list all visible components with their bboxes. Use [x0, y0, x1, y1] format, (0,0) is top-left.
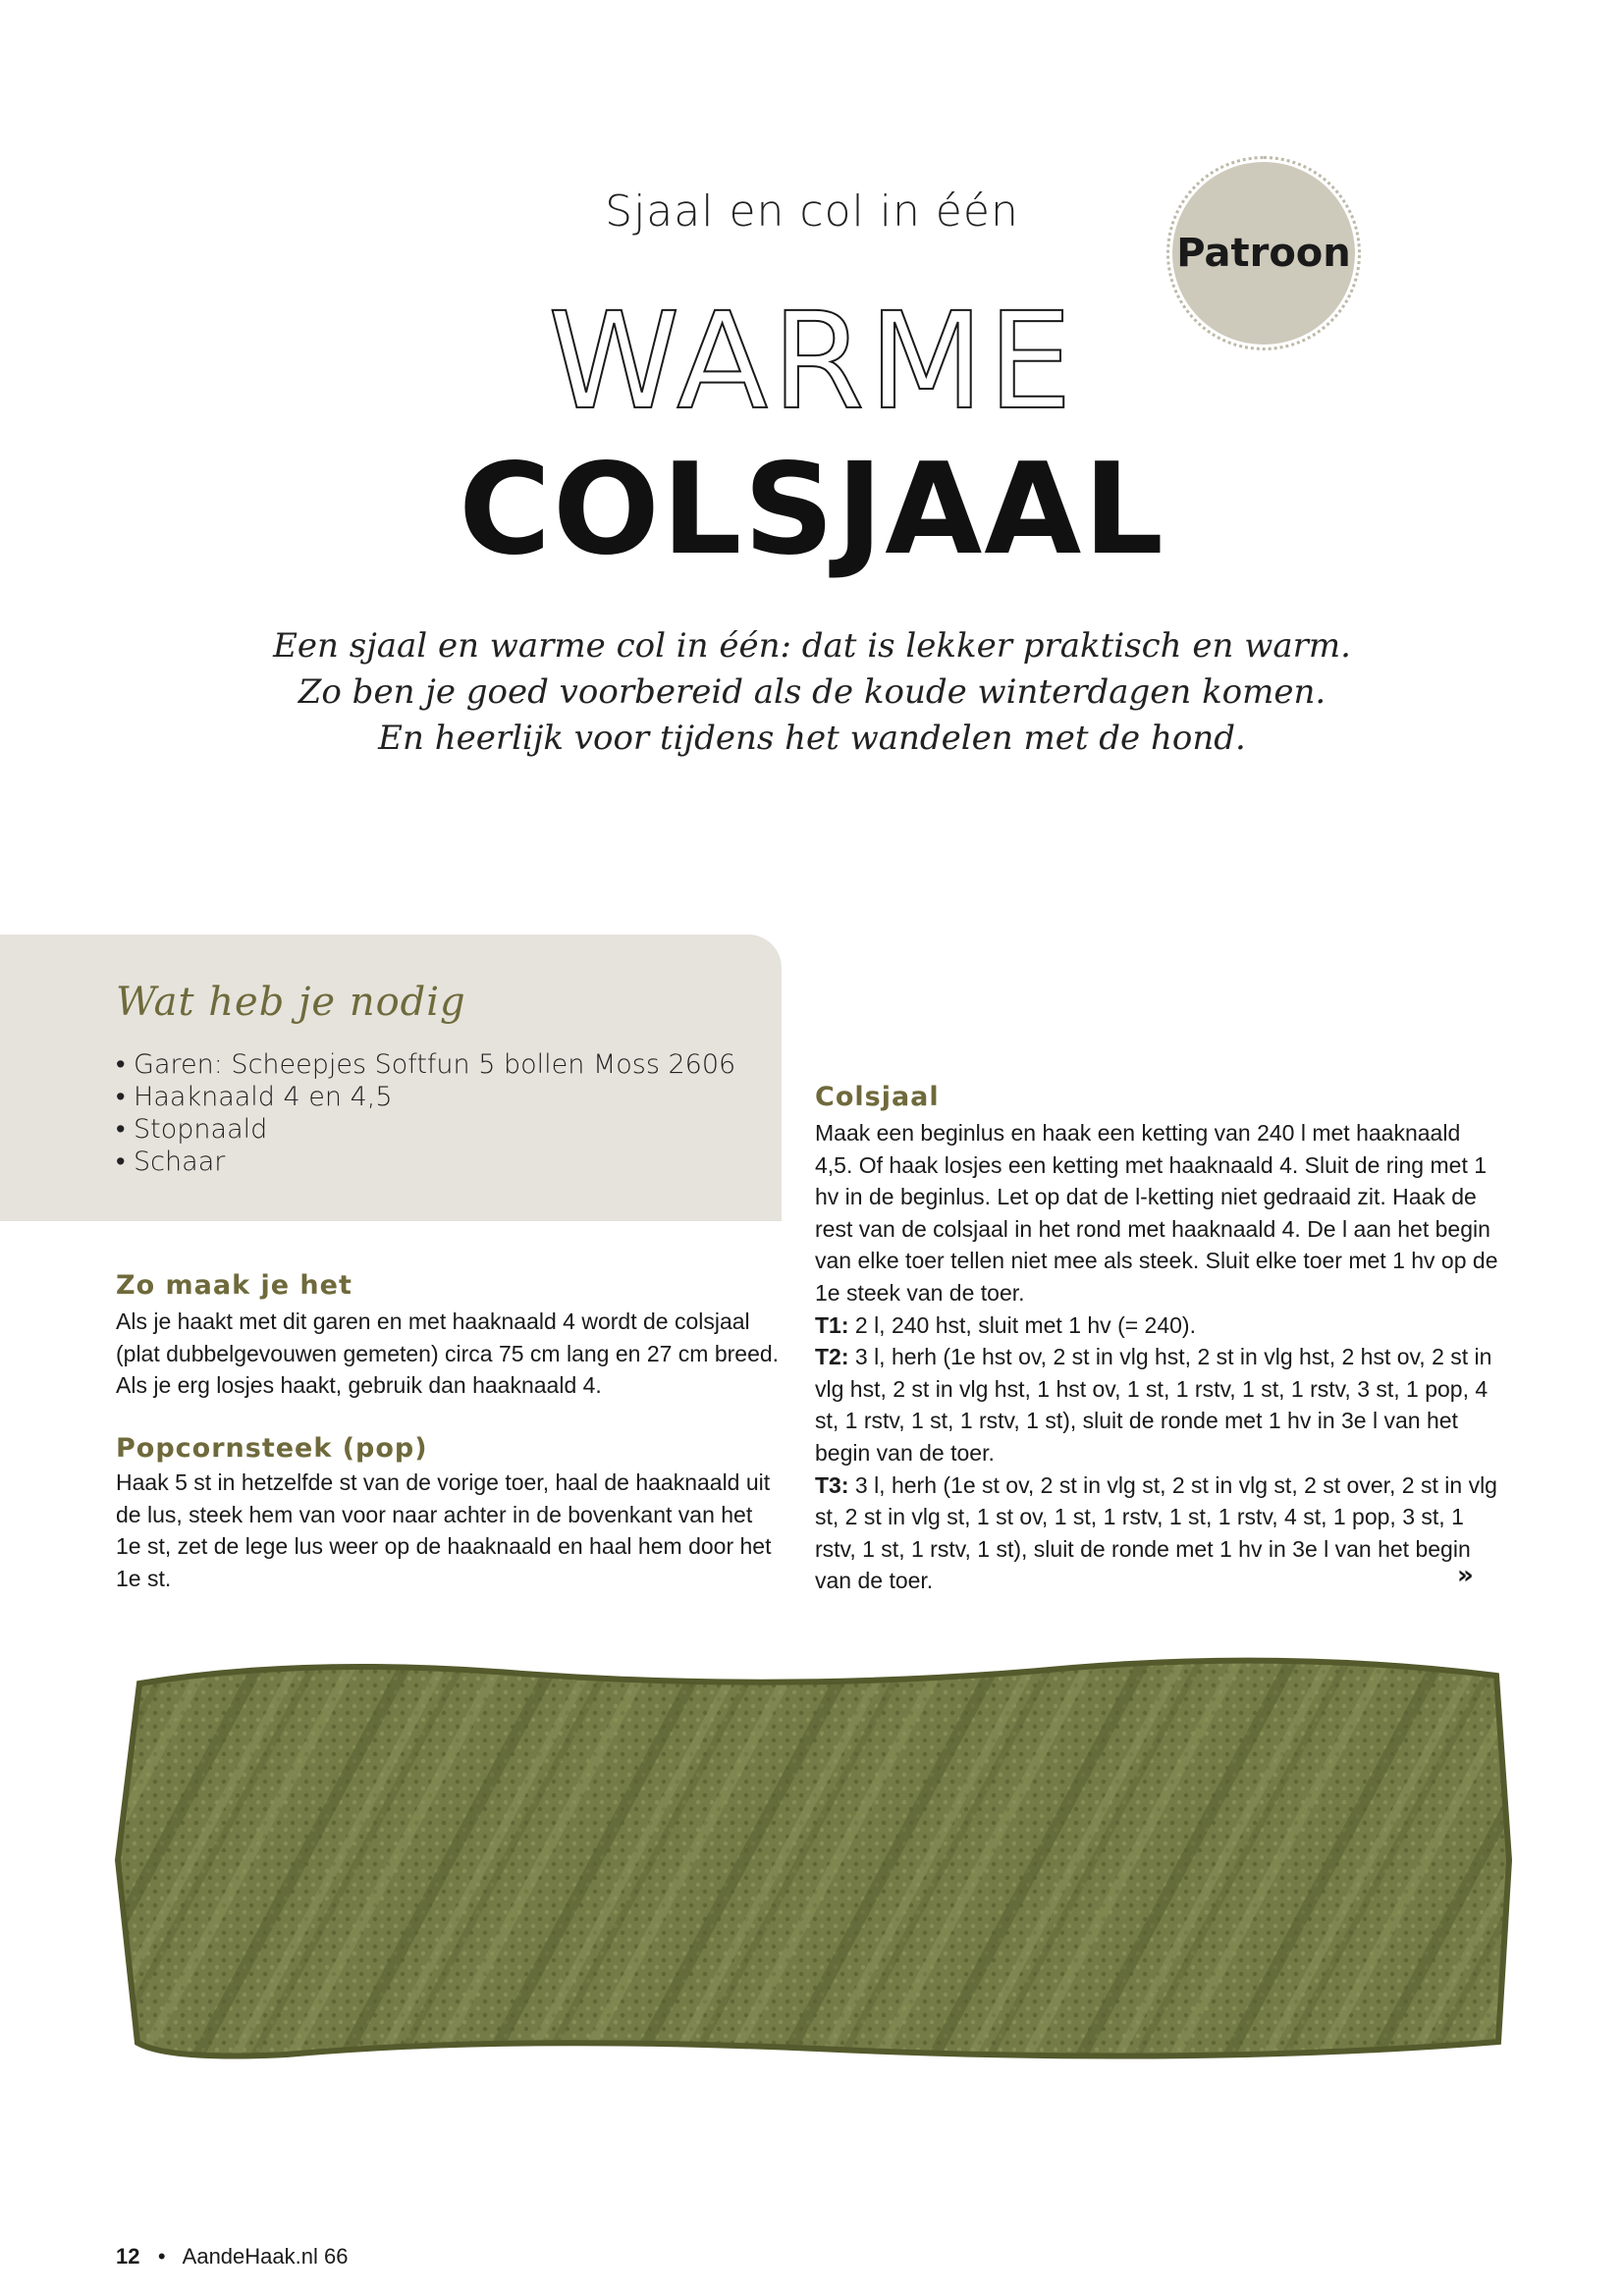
intro-line: Een sjaal en warme col in één: dat is lekker praktisch en warm. [273, 626, 1351, 666]
magazine-name: AandeHaak.nl 66 [182, 2244, 349, 2269]
materials-heading: Wat heb je nodig [116, 980, 466, 1025]
popcorn-heading: Popcornsteek (pop) [116, 1433, 428, 1464]
list-item: • Garen: Scheepjes Softfun 5 bollen Moss 2606 [116, 1048, 735, 1081]
row-instruction: T2: 3 l, herh (1e hst ov, 2 st in vlg hst, 2 st in vlg hst, 2 hst ov, 2 st in vlg hst, 2 st in vlg hst, 1 hst ov, 1 st, 1 rstv, 1 st, 1 rstv, 3 st, 1 pop, 4 st, 1 rstv, 1 st, 1 rstv, 1 st), sluit de ronde met 1 hv in 3e l van het begin van de toer. [815, 1344, 1492, 1466]
continue-mark: » [1457, 1561, 1474, 1590]
badge-label: Patroon [1176, 231, 1351, 276]
subtitle: Sjaal en col in één [605, 187, 1019, 237]
page-number: 12 [116, 2244, 140, 2269]
title-line-1: WARME [548, 285, 1076, 440]
popcorn-text: Haak 5 st in hetzelfde st van de vorige toer, haal de haaknaald uit de lus, steek hem van voor naar achter in de bovenkant van het 1e st, zet de lege lus weer op de haaknaald en haal hem door het 1e st. [116, 1469, 772, 1591]
footer-separator: • [157, 2244, 166, 2269]
intro-line: En heerlijk voor tijdens het wandelen met de hond. [378, 719, 1246, 758]
cowl-photo [110, 1654, 1516, 2066]
intro-line: Zo ben je goed voorbereid als de koude winterdagen komen. [298, 672, 1326, 712]
zo-maak-text: Als je haakt met dit garen en met haaknaald 4 wordt de colsjaal (plat dubbelgevouwen gemeten) circa 75 cm lang en 27 cm breed. Als je erg losjes haakt, gebruik dan haaknaald 4. [116, 1308, 780, 1399]
colsjaal-body [815, 1117, 1502, 1597]
materials-list [116, 1048, 735, 1178]
row-instruction: T3: 3 l, herh (1e st ov, 2 st in vlg st, 2 st in vlg st, 2 st over, 2 st in vlg st, 2 st in vlg st, 1 st ov, 1 st, 1 rstv, 1 st, 1 rstv, 4 st, 1 pop, 3 st, 1 rstv, 1 st, 1 rstv, 1 st), sluit de ronde met 1 hv in 3e l van het begin van de toer. [815, 1471, 1497, 1594]
list-item: • Stopnaald [116, 1113, 735, 1146]
title-line-2: COLSJAAL [459, 437, 1165, 583]
colsjaal-intro: Maak een beginlus en haak een ketting van 240 l met haaknaald 4,5. Of haak losjes een ketting met haaknaald 4. Sluit de ring met 1 hv in de beginlus. Let op dat de l-ketting niet gedraaid zit. Haak de rest van de colsjaal in het rond met haaknaald 4. De l aan het begin van elke toer tellen niet mee als steek. Sluit elke toer met 1 hv op de 1e steek van de toer. [815, 1120, 1498, 1306]
intro-text [0, 623, 1624, 762]
colsjaal-heading: Colsjaal [815, 1082, 940, 1112]
zo-maak-heading: Zo maak je het [116, 1270, 352, 1301]
list-item: • Schaar [116, 1146, 735, 1178]
list-item: • Haaknaald 4 en 4,5 [116, 1081, 735, 1113]
footer [116, 2244, 348, 2269]
row-instruction: T1: 2 l, 240 hst, sluit met 1 hv (= 240). [815, 1311, 1196, 1338]
